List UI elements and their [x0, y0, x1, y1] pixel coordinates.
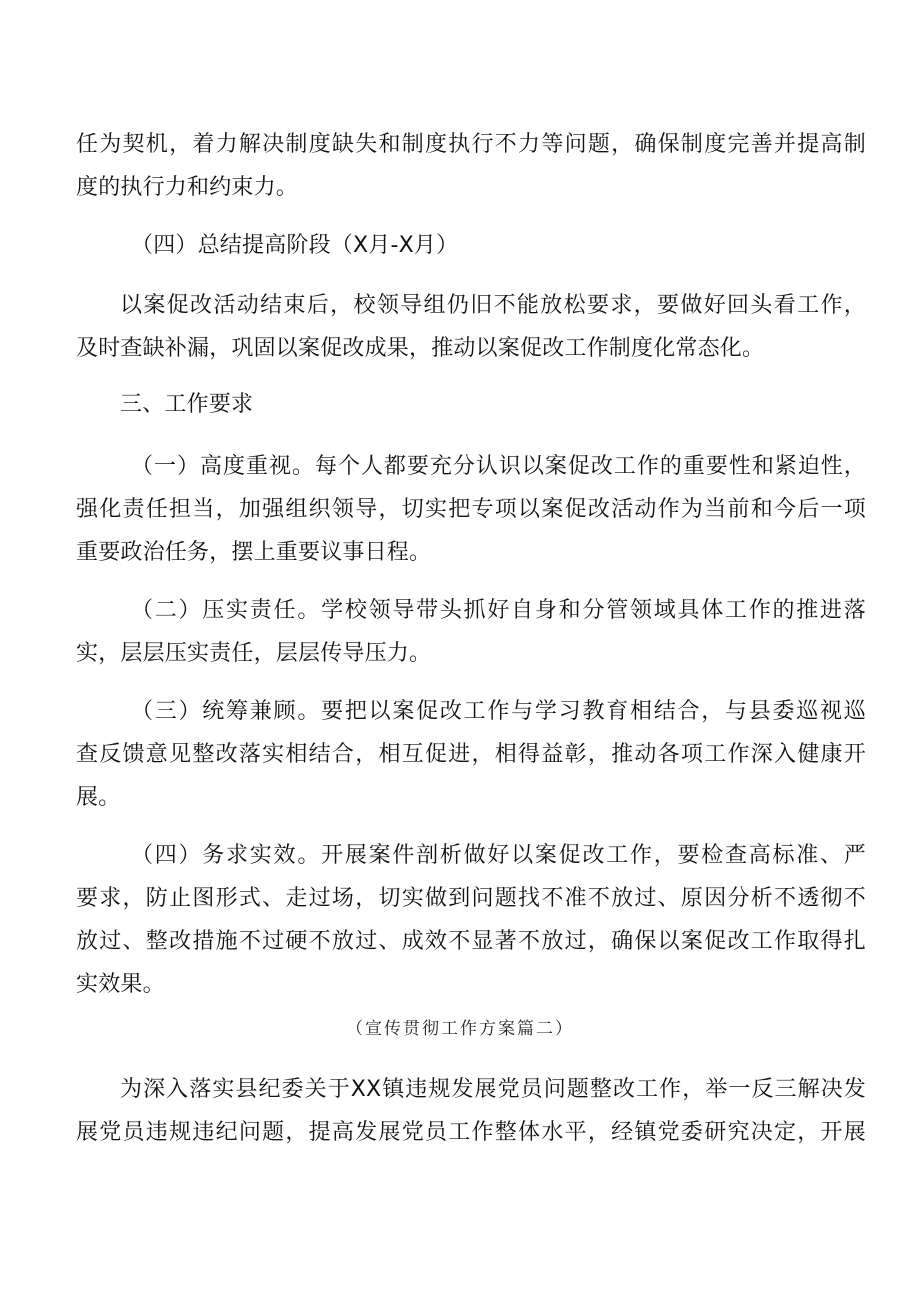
section-caption: （宣传贯彻工作方案篇二）: [346, 1019, 574, 1039]
body-text-line: （四）务求实效。开展案件剖析做好以案促改工作，要检查高标准、严: [131, 843, 866, 868]
body-text-line: 实效果。: [76, 972, 165, 997]
body-text-line: 实，层层压实责任，层层传导压力。: [76, 641, 432, 666]
body-text-line: 查反馈意见整改落实相结合，相互促进，相得益彰，推动各项工作深入健康开: [76, 742, 866, 767]
body-text-line: （一）高度重视。每个人都要充分认识以案促改工作的重要性和紧迫性，: [131, 454, 866, 479]
body-text-line: 任为契机，着力解决制度缺失和制度执行不力等问题，确保制度完善并提高制: [76, 132, 866, 157]
body-text-line: 为深入落实县纪委关于XX镇违规发展党员问题整改工作，举一反三解决发: [120, 1077, 866, 1102]
body-text-line: 以案促改活动结束后，校领导组仍旧不能放松要求，要做好回头看工作，: [120, 293, 866, 318]
section-heading: 三、工作要求: [120, 392, 254, 417]
body-text-line: （二）压实责任。学校领导带头抓好自身和分管领域具体工作的推进落: [131, 598, 866, 623]
body-text-line: 展。: [76, 785, 121, 810]
body-text-line: 放过、整改措施不过硬不放过、成效不显著不放过，确保以案促改工作取得扎: [76, 929, 866, 954]
section-subheading: （四）总结提高阶段（X月-X月）: [131, 233, 459, 258]
body-text-line: 重要政治任务，摆上重要议事日程。: [76, 540, 432, 565]
body-text-line: 强化责任担当，加强组织领导，切实把专项以案促改活动作为当前和今后一项: [76, 497, 866, 522]
body-text-line: 度的执行力和约束力。: [76, 175, 299, 200]
body-text-line: 展党员违规违纪问题，提高发展党员工作整体水平，经镇党委研究决定，开展: [76, 1120, 866, 1145]
body-text-line: （三）统筹兼顾。要把以案促改工作与学习教育相结合，与县委巡视巡: [131, 699, 866, 724]
body-text-line: 及时查缺补漏，巩固以案促改成果，推动以案促改工作制度化常态化。: [76, 336, 765, 361]
body-text-line: 要求，防止图形式、走过场，切实做到问题找不准不放过、原因分析不透彻不: [76, 886, 866, 911]
